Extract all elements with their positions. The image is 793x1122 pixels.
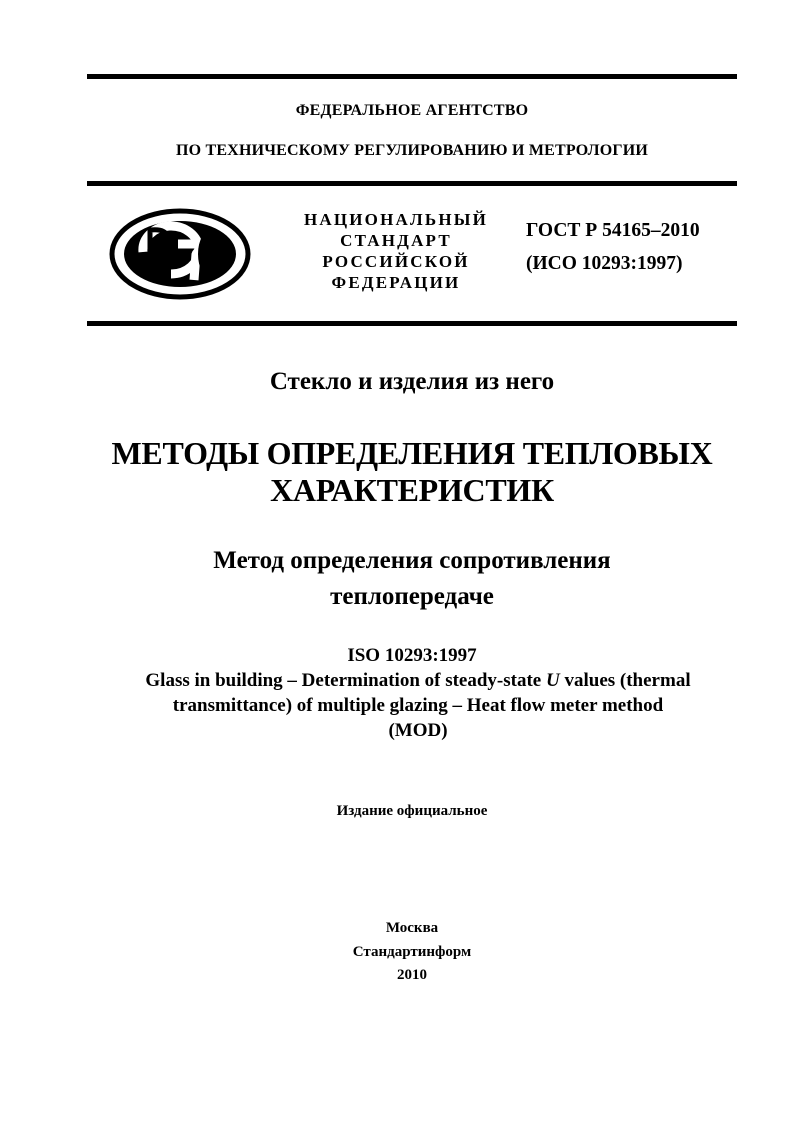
imprint-year: 2010: [397, 967, 427, 983]
header-divider-rule: [87, 181, 737, 186]
imprint-publisher: Стандартинформ: [352, 944, 472, 960]
iso-title-italic-u: U: [546, 670, 560, 691]
national-standard-line: РОССИЙСКОЙ: [322, 252, 470, 271]
gost-r-logo-icon: [108, 208, 252, 300]
iso-code: ISO 10293:1997: [347, 645, 477, 666]
group-title: Стекло и изделия из него: [269, 368, 555, 395]
agency-name-line-2: ПО ТЕХНИЧЕСКОМУ РЕГУЛИРОВАНИЮ И МЕТРОЛОГИИ: [175, 142, 649, 159]
iso-title-part-3: (MOD): [388, 720, 448, 741]
iso-title: [100, 668, 736, 743]
national-standard-label: [296, 209, 496, 293]
main-title: МЕТОДЫ ОПРЕДЕЛЕНИЯ ТЕПЛОВЫХ ХАРАКТЕРИСТИК: [111, 435, 713, 508]
national-standard-line: ФЕДЕРАЦИИ: [331, 273, 461, 292]
masthead-bottom-rule: [87, 321, 737, 326]
edition-label: Издание официальное: [336, 803, 488, 819]
agency-name-line-1: ФЕДЕРАЛЬНОЕ АГЕНТСТВО: [295, 102, 529, 119]
top-rule: [87, 74, 737, 79]
gost-number: ГОСТ Р 54165–2010: [526, 220, 700, 241]
iso-title-part-2: values (thermal transmittance) of multiple glazing – Heat flow meter method: [172, 670, 691, 716]
subtitle: Метод определения сопротивления теплопередаче: [213, 547, 611, 610]
standard-designation: [526, 214, 700, 280]
imprint-city: Москва: [385, 920, 439, 936]
national-standard-line: НАЦИОНАЛЬНЫЙ: [303, 210, 489, 229]
iso-reference: (ИСО 10293:1997): [526, 253, 683, 274]
iso-title-part-1: Glass in building – Determination of steady-state: [145, 670, 546, 691]
national-standard-line: СТАНДАРТ: [340, 231, 452, 250]
